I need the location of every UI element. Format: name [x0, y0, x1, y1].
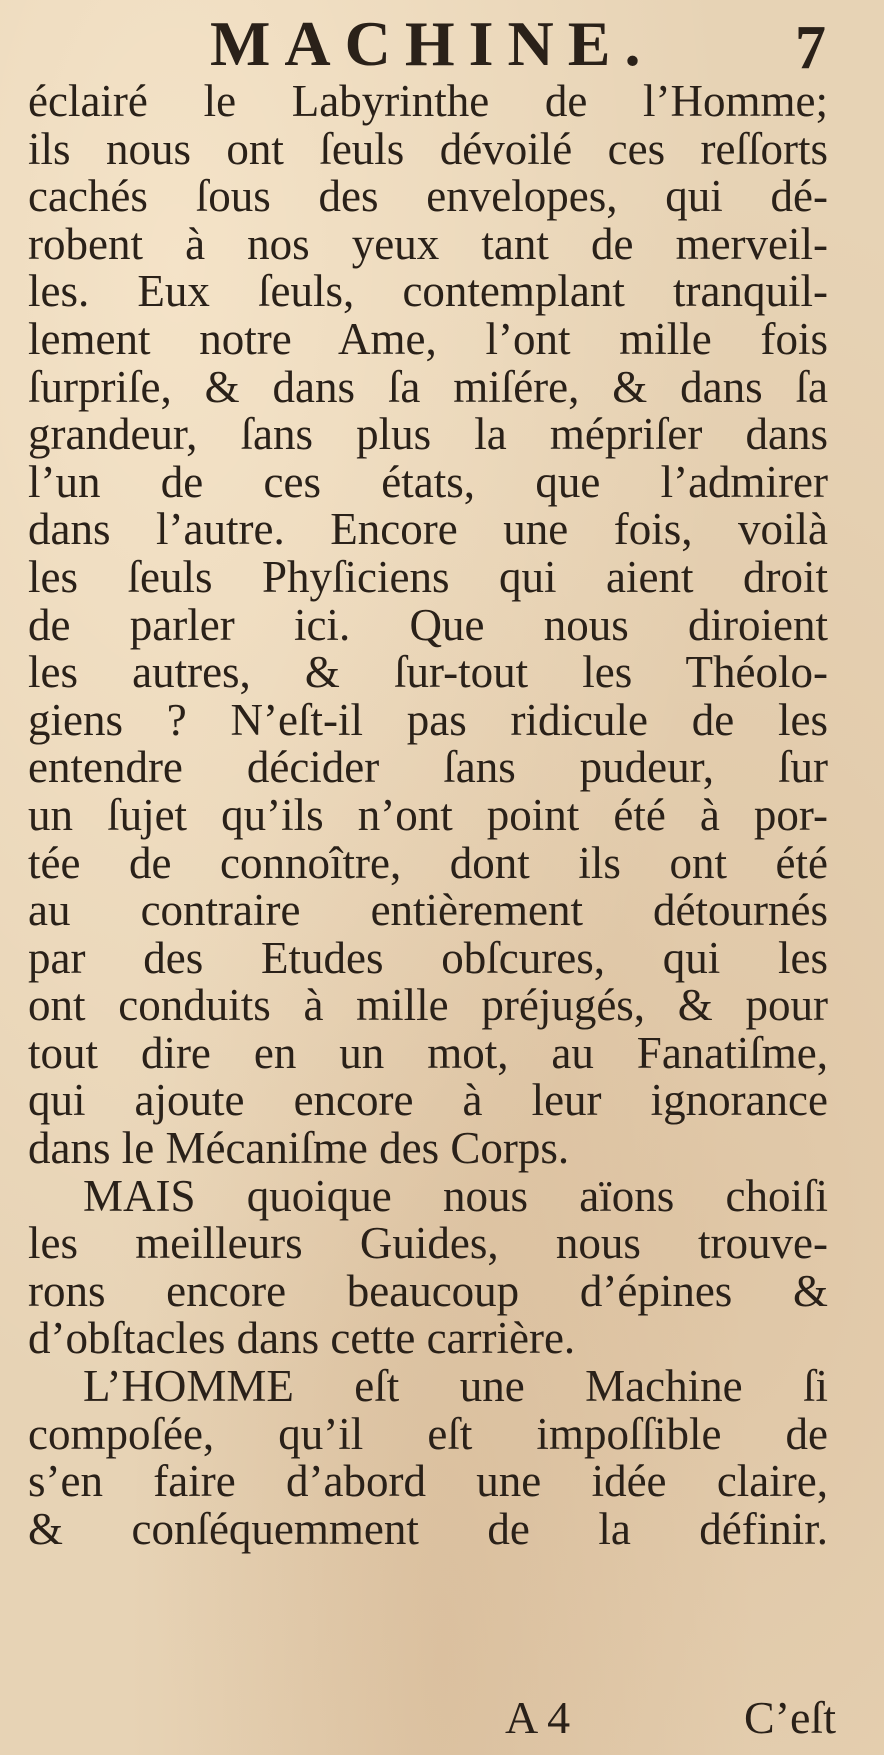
page-footer	[0, 1692, 884, 1748]
text-line: les autres, & ſur-tout les Théolo-	[28, 647, 828, 698]
text-line: lement notre Ame, l’ont mille fois	[28, 313, 828, 364]
text-line: grandeur, ſans plus la mépriſer dans	[28, 409, 828, 460]
paragraph-end-line: d’obſtacles dans cette carrière.	[28, 1313, 576, 1364]
text-line: les meilleurs Guides, nous trouve-	[28, 1218, 828, 1269]
text-line: cachés ſous des envelopes, qui dé-	[28, 171, 828, 222]
text-line: qui ajoute encore à leur ignorance	[28, 1075, 828, 1126]
text-line: ont conduits à mille préjugés, & pour	[28, 980, 828, 1031]
text-line: au contraire entièrement détournés	[28, 885, 828, 936]
text-line: & conſéquemment de la définir.	[28, 1503, 828, 1554]
text-line: tout dire en un mot, au Fanatiſme,	[28, 1027, 828, 1078]
text-line: compoſée, qu’il eſt impoſſible de	[28, 1408, 828, 1459]
text-line: tée de connoître, dont ils ont été	[28, 837, 828, 888]
text-line: entendre décider ſans pudeur, ſur	[28, 742, 828, 793]
page-header	[0, 4, 884, 84]
running-title: MACHINE.	[210, 8, 655, 79]
text-line: éclairé le Labyrinthe de l’Homme;	[28, 76, 828, 126]
paragraph-start-line: L’HOMME eſt une Machine ſi	[83, 1361, 828, 1412]
text-line: de parler ici. Que nous diroient	[28, 599, 828, 650]
text-line: les. Eux ſeuls, contemplant tranquil-	[28, 266, 828, 317]
paragraph-end-line: dans le Mécaniſme des Corps.	[28, 1123, 570, 1174]
text-line: ils nous ont ſeuls dévoilé ces reſſorts	[28, 123, 828, 174]
text-line: giens ? N’eſt-il pas ridicule de les	[28, 694, 828, 745]
text-line: les ſeuls Phyſiciens qui aient droit	[28, 551, 828, 602]
text-line: s’en faire d’abord une idée claire,	[28, 1456, 828, 1507]
text-line: un ſujet qu’ils n’ont point été à por-	[28, 789, 828, 840]
signature-mark: A 4	[505, 1692, 571, 1743]
text-line: robent à nos yeux tant de merveil-	[28, 218, 828, 269]
text-line: l’un de ces états, que l’admirer	[28, 456, 828, 507]
text-line: dans l’autre. Encore une fois, voilà	[28, 504, 828, 555]
catchword: C’eſt	[744, 1692, 836, 1743]
paragraph-start-line: MAIS quoique nous aïons choiſi	[83, 1170, 828, 1221]
text-line: rons encore beaucoup d’épines &	[28, 1265, 828, 1316]
body-text	[28, 78, 828, 1553]
page-number: 7	[795, 14, 826, 82]
text-line: ſurpriſe, & dans ſa miſére, & dans ſa	[28, 361, 828, 412]
text-line: par des Etudes obſcures, qui les	[28, 932, 828, 983]
